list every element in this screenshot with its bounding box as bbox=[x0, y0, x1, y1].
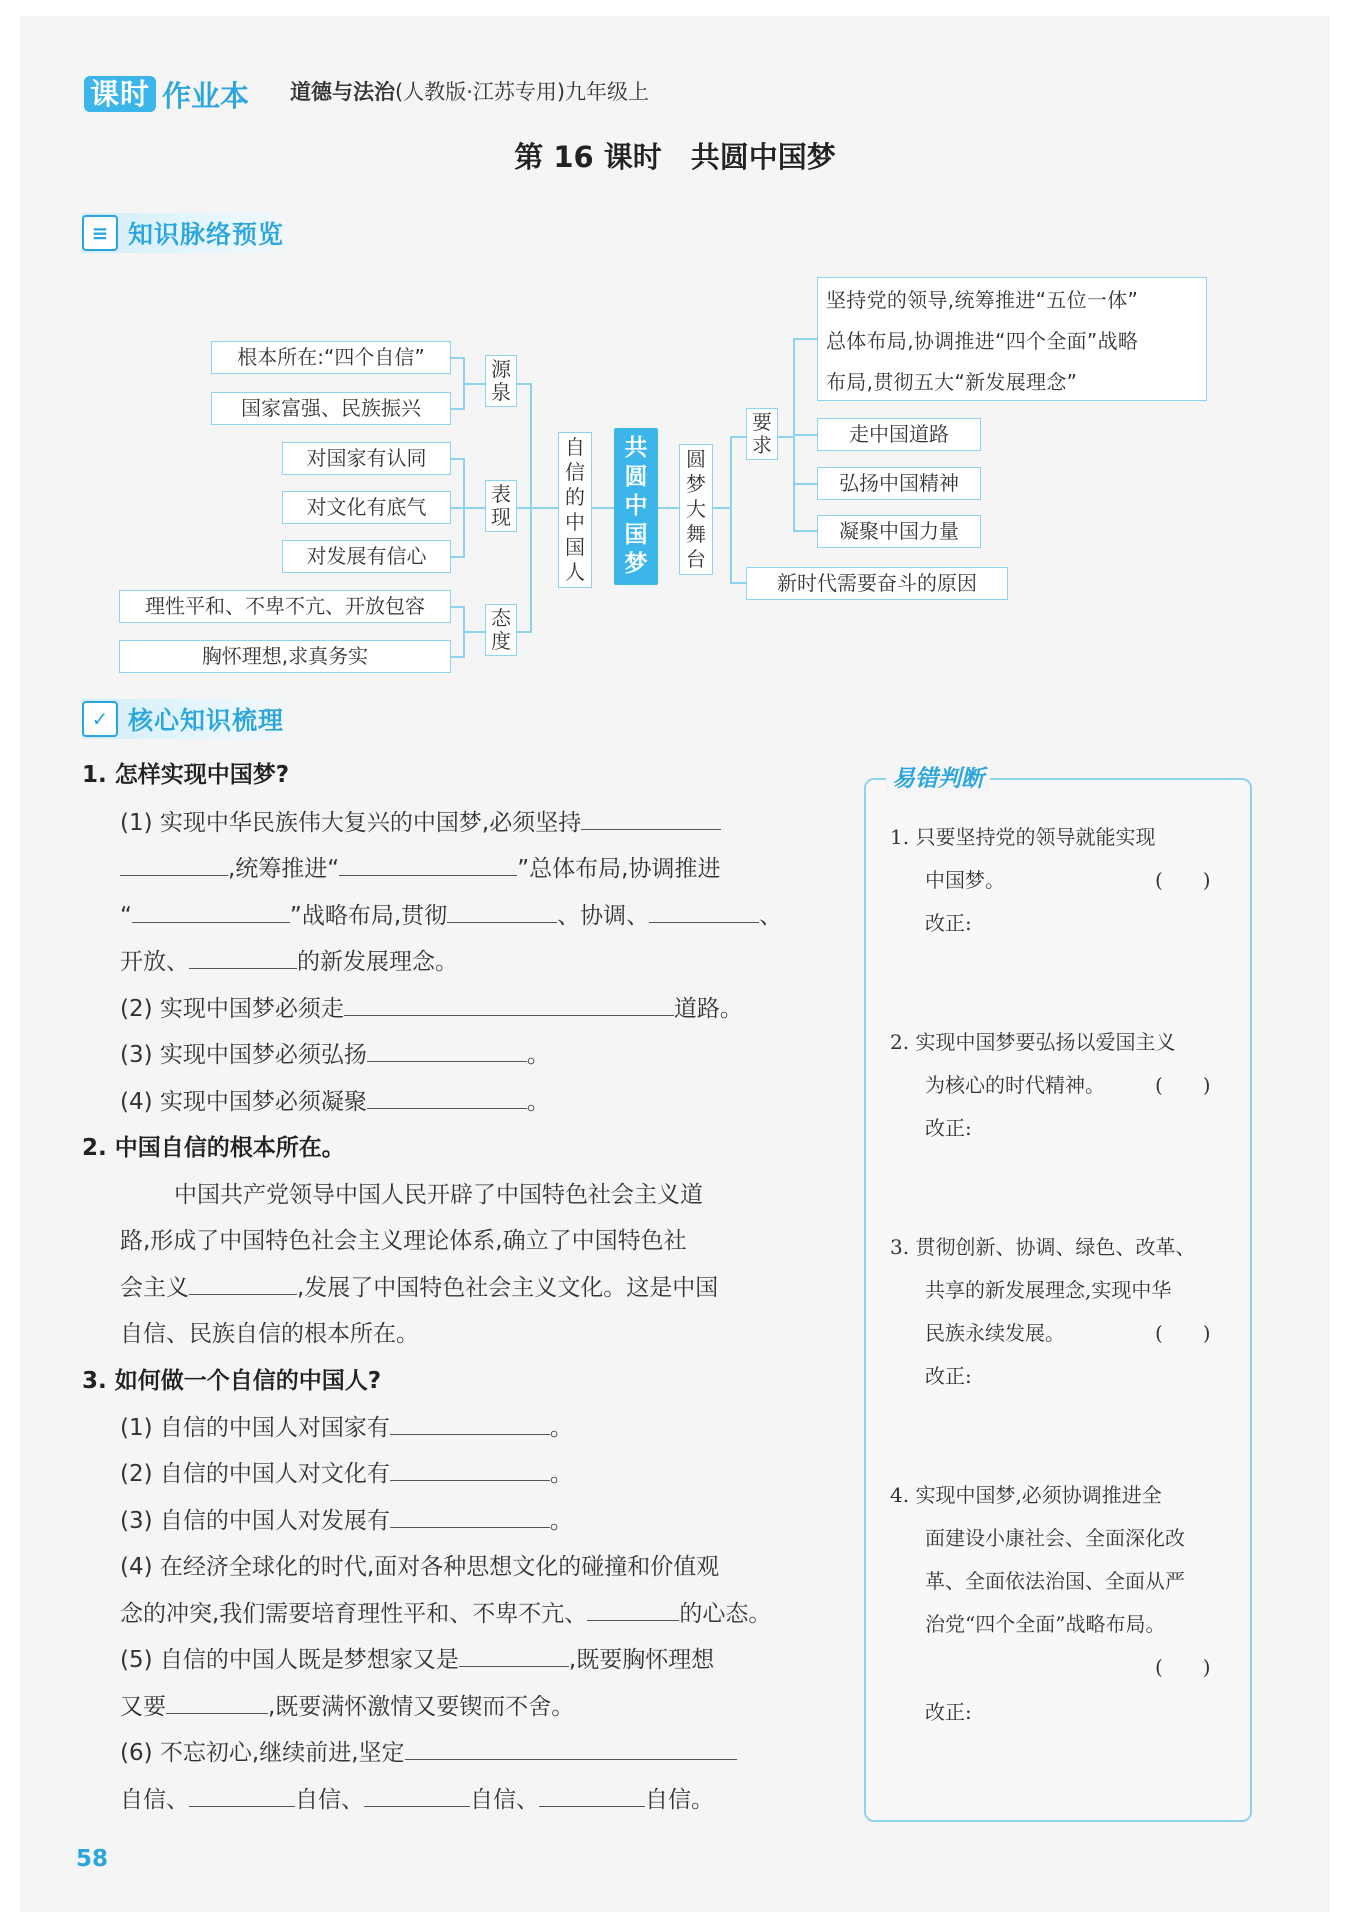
mm-group-label: 态度 bbox=[485, 604, 517, 656]
judge-item-line: 面建设小康社会、全面深化改 bbox=[925, 1526, 1185, 1550]
answer-paren[interactable]: ( ) bbox=[1155, 1073, 1211, 1097]
mm-reason: 新时代需要奋斗的原因 bbox=[746, 567, 1008, 600]
brand-name: 作业本 bbox=[162, 78, 250, 113]
correction-label: 改正: bbox=[925, 1364, 972, 1388]
judge-item-line: 为核心的时代精神。 bbox=[925, 1073, 1105, 1097]
mm-left-branch: 自信的中国人 bbox=[558, 432, 592, 588]
question-title: 1. 怎样实现中国梦? bbox=[82, 762, 290, 788]
text-line: 路,形成了中国特色社会主义理论体系,确立了中国特色社 bbox=[120, 1228, 687, 1254]
mm-item: 对发展有信心 bbox=[282, 540, 451, 573]
judge-item-line: 民族永续发展。 bbox=[925, 1321, 1065, 1345]
judge-item-line: 4. 实现中国梦,必须协调推进全 bbox=[890, 1483, 1162, 1507]
mm-center: 共圆中国梦 bbox=[614, 428, 658, 585]
text-line: 念的冲突,我们需要培育理性平和、不卑不亢、 的心态。 bbox=[120, 1597, 771, 1631]
lesson-title: 第 16 课时 共圆中国梦 bbox=[514, 140, 836, 174]
question-title: 2. 中国自信的根本所在。 bbox=[82, 1135, 345, 1161]
text-line: (2) 自信的中国人对文化有 。 bbox=[120, 1457, 573, 1491]
subject-line bbox=[290, 77, 649, 107]
text-line: (5) 自信的中国人既是梦想家又是 ,既要胸怀理想 bbox=[120, 1643, 714, 1677]
text-line: 自信、 自信、 自信、 自信。 bbox=[120, 1783, 714, 1817]
checkbox-icon: ✓ bbox=[82, 701, 118, 737]
answer-paren[interactable]: ( ) bbox=[1155, 1321, 1211, 1345]
brand-logo: 课时 bbox=[84, 76, 156, 112]
correction-label: 改正: bbox=[925, 1116, 972, 1140]
judge-item-line: 中国梦。 bbox=[925, 868, 1005, 892]
section-header-core bbox=[82, 699, 302, 739]
mm-item: 走中国道路 bbox=[817, 418, 981, 451]
text-line: (1) 实现中华民族伟大复兴的中国梦,必须坚持 bbox=[120, 806, 721, 840]
mm-item: 对文化有底气 bbox=[282, 491, 451, 524]
judge-item-line: 1. 只要坚持党的领导就能实现 bbox=[890, 825, 1156, 849]
mm-requirement-detail bbox=[817, 277, 1207, 401]
section-title: 核心知识梳理 bbox=[128, 706, 285, 735]
subject-edition: (人教版·江苏专用)九年级上 bbox=[395, 80, 650, 104]
answer-paren[interactable]: ( ) bbox=[1155, 1655, 1211, 1679]
correction-label: 改正: bbox=[925, 1700, 972, 1724]
detail-line: 布局,贯彻五大“新发展理念” bbox=[826, 370, 1078, 394]
page-number: 58 bbox=[76, 1846, 109, 1872]
correction-label: 改正: bbox=[925, 911, 972, 935]
text-line: 又要 ,既要满怀激情又要锲而不舍。 bbox=[120, 1690, 574, 1724]
judge-item-line: 2. 实现中国梦要弘扬以爱国主义 bbox=[890, 1030, 1176, 1054]
text-line: 中国共产党领导中国人民开辟了中国特色社会主义道 bbox=[174, 1182, 703, 1208]
text-line: (3) 实现中国梦必须弘扬 。 bbox=[120, 1038, 550, 1072]
question-title: 3. 如何做一个自信的中国人? bbox=[82, 1368, 382, 1394]
mm-requirement-label: 要求 bbox=[746, 408, 778, 460]
subject-name: 道德与法治 bbox=[290, 80, 395, 104]
mm-right-branch: 圆梦大舞台 bbox=[679, 444, 713, 575]
mm-item: 凝聚中国力量 bbox=[817, 515, 981, 548]
mm-group-label: 表现 bbox=[485, 480, 517, 532]
mm-item: 弘扬中国精神 bbox=[817, 467, 981, 500]
text-line: (4) 在经济全球化的时代,面对各种思想文化的碰撞和价值观 bbox=[120, 1554, 720, 1580]
detail-line: 总体布局,协调推进“四个全面”战略 bbox=[826, 329, 1139, 353]
mm-item: 国家富强、民族振兴 bbox=[211, 392, 451, 425]
book-icon: ≡ bbox=[82, 215, 118, 251]
text-line: (6) 不忘初心,继续前进,坚定 bbox=[120, 1736, 737, 1770]
section-header-overview bbox=[82, 213, 302, 253]
answer-paren[interactable]: ( ) bbox=[1155, 868, 1211, 892]
text-line: (3) 自信的中国人对发展有 。 bbox=[120, 1504, 573, 1538]
text-line: 自信、民族自信的根本所在。 bbox=[120, 1321, 419, 1347]
judge-item-line: 共享的新发展理念,实现中华 bbox=[925, 1278, 1172, 1302]
error-check-title: 易错判断 bbox=[886, 765, 990, 793]
text-line: (4) 实现中国梦必须凝聚 。 bbox=[120, 1085, 550, 1119]
judge-item-line: 治党“四个全面”战略布局。 bbox=[925, 1612, 1166, 1636]
mm-item: 理性平和、不卑不亢、开放包容 bbox=[119, 590, 451, 623]
text-line: 开放、 的新发展理念。 bbox=[120, 945, 458, 979]
text-line: (1) 自信的中国人对国家有 。 bbox=[120, 1411, 573, 1445]
text-line: ,统筹推进“ ”总体布局,协调推进 bbox=[120, 852, 720, 886]
judge-item-line: 3. 贯彻创新、协调、绿色、改革、 bbox=[890, 1235, 1196, 1259]
detail-line: 坚持党的领导,统筹推进“五位一体” bbox=[826, 288, 1139, 312]
text-line: 会主义 ,发展了中国特色社会主义文化。这是中国 bbox=[120, 1271, 718, 1305]
brand bbox=[84, 76, 249, 112]
section-title: 知识脉络预览 bbox=[128, 220, 285, 249]
text-line: (2) 实现中国梦必须走 道路。 bbox=[120, 992, 743, 1026]
mm-item: 胸怀理想,求真务实 bbox=[119, 640, 451, 673]
text-line: “ ”战略布局,贯彻 、协调、 、 bbox=[120, 899, 782, 933]
mm-item: 根本所在:“四个自信” bbox=[211, 341, 451, 374]
mm-group-label: 源泉 bbox=[485, 355, 517, 407]
judge-item-line: 革、全面依法治国、全面从严 bbox=[925, 1569, 1185, 1593]
mm-item: 对国家有认同 bbox=[282, 442, 451, 475]
